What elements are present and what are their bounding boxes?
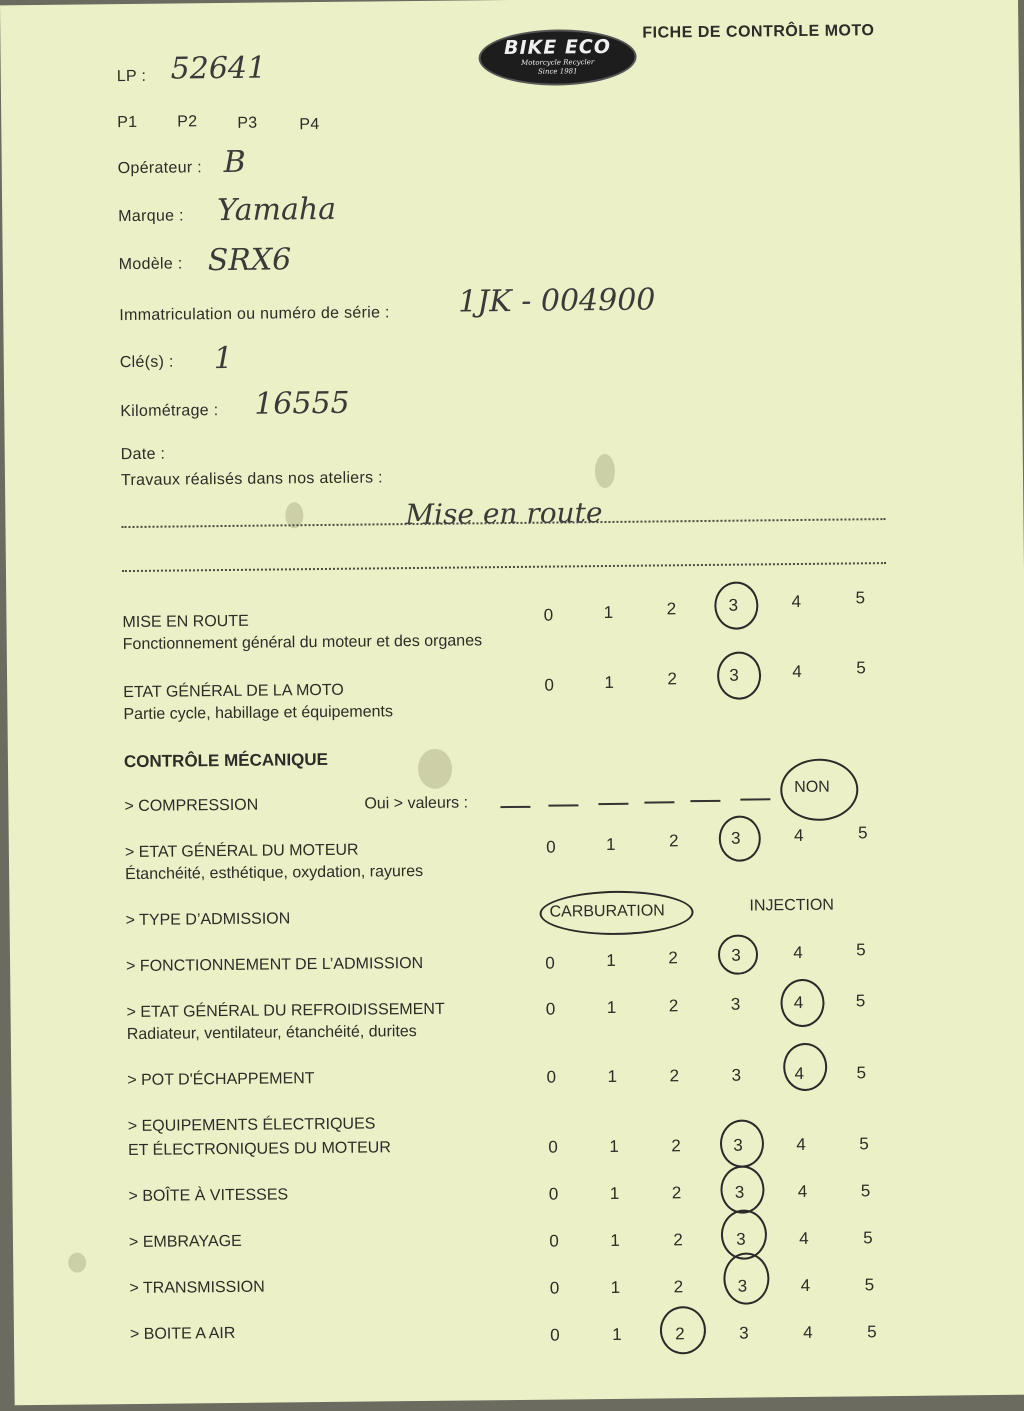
compression-non-label: NON xyxy=(794,778,830,797)
score-0: 0 xyxy=(550,1325,560,1345)
score-4: 4 xyxy=(800,1275,811,1296)
value-blank xyxy=(690,800,720,802)
score-1: 1 xyxy=(606,834,616,855)
selected-circle xyxy=(717,651,762,699)
score-5: 5 xyxy=(864,1275,875,1295)
score-0: 0 xyxy=(545,953,555,973)
etat-moto-subtitle: Partie cycle, habillage et équipements xyxy=(123,703,394,724)
score-2: 2 xyxy=(668,831,679,851)
value-blank xyxy=(740,798,770,800)
score-3: 3 xyxy=(736,1229,746,1249)
operateur-value: B xyxy=(223,144,246,180)
document-title: FICHE DE CONTRÔLE MOTO xyxy=(642,22,875,42)
selected-circle xyxy=(660,1306,707,1354)
score-2: 2 xyxy=(673,1277,684,1297)
stain xyxy=(595,454,615,488)
score-3: 3 xyxy=(734,1182,745,1202)
mise-en-route-subtitle: Fonctionnement général du moteur et des organes xyxy=(122,632,483,654)
section-controle-mecanique: CONTRÔLE MÉCANIQUE xyxy=(123,749,329,772)
score-0: 0 xyxy=(546,837,556,857)
stain xyxy=(418,749,452,789)
score-5: 5 xyxy=(863,1228,873,1248)
score-1: 1 xyxy=(603,602,614,623)
marque-value: Yamaha xyxy=(217,191,337,229)
score-4: 4 xyxy=(799,1228,809,1249)
etat-moteur-subtitle: Étanchéité, esthétique, oxydation, rayures xyxy=(125,862,424,884)
option-injection: INJECTION xyxy=(749,896,835,915)
score-5: 5 xyxy=(856,940,866,960)
option-carburation: CARBURATION xyxy=(549,902,665,921)
selected-circle xyxy=(718,934,758,974)
immatriculation-label: Immatriculation ou numéro de série : xyxy=(119,304,390,325)
selected-circle xyxy=(539,890,693,936)
score-2: 2 xyxy=(675,1324,685,1344)
selected-circle xyxy=(723,1252,770,1304)
score-1: 1 xyxy=(610,1277,621,1298)
stain xyxy=(68,1252,86,1272)
score-1: 1 xyxy=(609,1136,619,1157)
score-2: 2 xyxy=(668,996,679,1016)
lp-value: 52641 xyxy=(170,50,267,87)
selected-circle xyxy=(780,758,859,821)
score-1: 1 xyxy=(609,1183,620,1204)
bike-eco-logo xyxy=(478,29,637,87)
score-4: 4 xyxy=(793,942,803,963)
pot-echappement-title: > POT D'ÉCHAPPEMENT xyxy=(127,1070,315,1090)
score-2: 2 xyxy=(666,599,677,619)
score-2: 2 xyxy=(669,1066,680,1086)
value-blank xyxy=(598,803,628,805)
score-0: 0 xyxy=(545,999,556,1019)
score-0: 0 xyxy=(543,605,554,625)
score-0: 0 xyxy=(549,1278,560,1298)
score-4: 4 xyxy=(797,1181,808,1202)
p2-label: P2 xyxy=(177,113,198,131)
score-5: 5 xyxy=(859,1134,869,1154)
selected-circle xyxy=(783,1043,828,1091)
score-4: 4 xyxy=(794,1063,805,1084)
boite-air-title: > BOITE A AIR xyxy=(129,1324,236,1344)
selected-circle xyxy=(780,979,825,1027)
score-1: 1 xyxy=(606,997,617,1018)
score-5: 5 xyxy=(867,1322,877,1342)
score-5: 5 xyxy=(856,658,866,678)
score-5: 5 xyxy=(855,991,866,1011)
lp-label: LP : xyxy=(116,67,147,86)
boite-vitesses-title: > BOÎTE À VITESSES xyxy=(128,1186,289,1206)
score-3: 3 xyxy=(731,1065,742,1085)
kilometrage-value: 16555 xyxy=(254,385,350,422)
date-label: Date : xyxy=(120,445,166,464)
score-4: 4 xyxy=(791,591,802,612)
type-admission-title: > TYPE D’ADMISSION xyxy=(125,910,291,930)
selected-circle xyxy=(714,581,759,629)
score-5: 5 xyxy=(857,823,868,843)
equipements-title: > EQUIPEMENTS ÉLECTRIQUES xyxy=(127,1115,376,1136)
refroidissement-title: > ETAT GÉNÉRAL DU REFROIDISSEMENT xyxy=(126,1000,445,1022)
immatriculation-value: 1JK - 004900 xyxy=(457,282,656,320)
logo-tagline: Motorcycle Recycler xyxy=(521,58,595,67)
selected-circle xyxy=(719,815,761,861)
score-5: 5 xyxy=(856,1063,867,1083)
marque-label: Marque : xyxy=(118,207,184,226)
score-5: 5 xyxy=(855,588,866,608)
score-1: 1 xyxy=(610,1230,620,1251)
value-blank xyxy=(548,804,578,806)
etat-moteur-title: > ETAT GÉNÉRAL DU MOTEUR xyxy=(124,841,359,862)
score-3: 3 xyxy=(729,665,739,685)
logo-name: BIKE ECO xyxy=(503,35,612,60)
score-4: 4 xyxy=(793,825,804,846)
selected-circle xyxy=(720,1119,765,1167)
mise-en-route-title: MISE EN ROUTE xyxy=(122,612,249,632)
score-0: 0 xyxy=(546,1067,557,1087)
etat-moto-title: ETAT GÉNÉRAL DE LA MOTO xyxy=(123,681,344,702)
modele-label: Modèle : xyxy=(118,255,183,274)
score-0: 0 xyxy=(548,1184,559,1204)
value-blank xyxy=(500,806,530,808)
score-3: 3 xyxy=(731,945,741,965)
score-3: 3 xyxy=(739,1323,749,1343)
value-blank xyxy=(644,801,674,803)
equipements-subtitle: ET ÉLECTRONIQUES DU MOTEUR xyxy=(127,1139,391,1160)
score-4: 4 xyxy=(793,992,804,1013)
score-2: 2 xyxy=(671,1136,681,1156)
travaux-label: Travaux réalisés dans nos ateliers : xyxy=(120,469,383,490)
score-2: 2 xyxy=(668,948,678,968)
score-3: 3 xyxy=(730,828,741,848)
dotted-line xyxy=(122,562,886,572)
travaux-value: Mise en route xyxy=(405,496,603,532)
refroidissement-subtitle: Radiateur, ventilateur, étanchéité, durites xyxy=(126,1023,417,1044)
score-3: 3 xyxy=(730,994,741,1014)
score-3: 3 xyxy=(737,1276,748,1296)
logo-tagline: Since 1981 xyxy=(537,67,578,76)
modele-value: SRX6 xyxy=(207,242,292,279)
score-5: 5 xyxy=(860,1181,871,1201)
compression-oui-label: Oui > valeurs : xyxy=(364,794,469,813)
transmission-title: > TRANSMISSION xyxy=(129,1278,265,1298)
cles-value: 1 xyxy=(213,340,234,377)
selected-circle xyxy=(720,1165,765,1213)
score-1: 1 xyxy=(607,1066,618,1087)
score-1: 1 xyxy=(604,672,614,693)
score-0: 0 xyxy=(549,1231,559,1251)
score-2: 2 xyxy=(671,1183,682,1203)
score-0: 0 xyxy=(544,675,555,695)
score-4: 4 xyxy=(796,1134,806,1155)
score-3: 3 xyxy=(733,1135,743,1155)
score-4: 4 xyxy=(792,661,802,682)
kilometrage-label: Kilométrage : xyxy=(120,402,219,421)
score-1: 1 xyxy=(612,1324,622,1344)
score-2: 2 xyxy=(673,1230,683,1250)
cles-label: Clé(s) : xyxy=(119,353,174,372)
operateur-label: Opérateur : xyxy=(117,159,203,178)
p4-label: P4 xyxy=(299,115,320,134)
p1-label: P1 xyxy=(117,113,138,132)
score-4: 4 xyxy=(803,1322,813,1342)
score-3: 3 xyxy=(728,595,739,615)
p3-label: P3 xyxy=(237,114,258,132)
fonct-admission-title: > FONCTIONNEMENT DE L’ADMISSION xyxy=(126,954,424,976)
score-2: 2 xyxy=(667,669,677,689)
compression-title: > COMPRESSION xyxy=(124,796,259,816)
embrayage-title: > EMBRAYAGE xyxy=(128,1232,242,1252)
score-1: 1 xyxy=(606,950,616,971)
score-0: 0 xyxy=(548,1137,558,1157)
